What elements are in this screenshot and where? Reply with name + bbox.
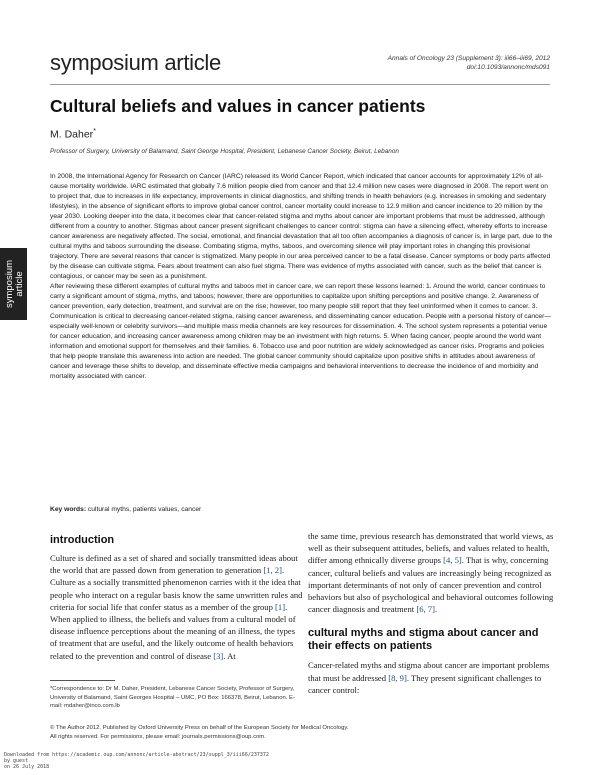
text-segment: . When applied to illness, the beliefs and values from a cultural model of disease influence perceptions about the meaning of an illness, the types of treatment that are useful, and the likely outcome of health behaviors related to the prevention and control of disease: [50, 601, 296, 661]
keywords-label: Key words:: [50, 506, 87, 513]
citation-link[interactable]: [8, 9]: [388, 672, 407, 683]
citation-link[interactable]: [3]: [213, 650, 224, 661]
author-name: M. Daher: [50, 128, 94, 141]
download-user: by guest: [4, 758, 29, 764]
section-tag: symposium article: [50, 50, 221, 75]
text-segment: . They present significant challenges to cancer control:: [308, 672, 542, 695]
abstract-paragraph: After reviewing these different examples of cultural myths and taboos met in cancer care, we can report these lessons learned: 1. Around the world, cancer continues to carry a significant amount of stigma, myths, and taboos; however, there are opportunities to capitalize upon shifting perceptions and positive change. 2. Awareness of cancer prevention, early detection, treatment, and survival are on the rise; however, too many people still report that they feel uninformed when it comes to cancer. 3. Communication is critical to decreasing cancer-related stigma, raising cancer awareness, and disseminating cancer education. People with a personal history of cancer—especially well-known or celebrity survivors—and multiple mass media channels are key resources for dissemination. 4. The school system represents a potential venue for cancer education, and increasing cancer awareness among children may be an investment with high returns. 5. When facing cancer, people around the world want information and emotional support for themselves and their families. 6. Tobacco use and poor nutrition are widely acknowledged as cancer risks. Programs and policies that help people translate this awareness into action are needed. The global cancer community should capitalize upon positive shifts in attitudes about awareness of cancer and leverage these shifts to develop, and disseminate effective media campaigns and behavioral interventions to decrease the incidence of and morbidity and mortality associated with cancer.: [50, 283, 552, 380]
author-line: [50, 128, 96, 141]
section-heading-cultural-myths: cultural myths and stigma about cancer and their effects on patients: [308, 627, 539, 653]
body-right-column: [308, 530, 560, 696]
introduction-paragraph: [50, 552, 304, 662]
text-segment: Culture is defined as a set of shared and socially transmitted ideas about the world that are passed down from generation to generation: [50, 553, 298, 576]
permissions-line: All rights reserved. For permissions, please email: journals.permissions@oup.com.: [50, 733, 266, 740]
side-tab-line: article: [14, 271, 25, 297]
download-date: on 26 July 2018: [4, 764, 50, 770]
abstract-paragraph: In 2008, the International Agency for Research on Cancer (IARC) released its World Cancer Report, which indicated that cancer accounts for approximately 12% of all-cause mortality worldwide. IARC estimated that globally 7.6 million people died from cancer and that 12.4 million new cases were diagnosed in 2008. The report went on to project that, due to increases in life expectancy, improvements in clinical diagnostics, and shifting trends in health behaviors (e.g. increases in smoking and sedentary lifestyles), in the absence of significant efforts to improve global cancer control, cancer mortality could increase to 12.9 million and cancer incidence to 20 million by the year 2030. Looking deeper into the data, it becomes clear that cancer-related stigma and myths about cancer are important problems that must be addressed, although different from a country to another. Stigmas about cancer present significant challenges to cancer control: stigma can have a silencing effect, whereby efforts to increase cancer awareness are negatively affected. The social, emotional, and financial devastation that all too often accompanies a diagnosis of cancer is, in large part, due to the cultural myths and taboos surrounding the disease. Combating stigma, myths, taboos, and overcoming silence will play important roles in changing this provisional trajectory. There are several reasons that cancer is stigmatized. Many people in our area perceived cancer to be a fatal disease. Cancer symptoms or body parts affected by the disease can cultivate stigma. Fears about treatment can also fuel stigma. There was evidence of myths associated with cancer, such as the belief that cancer is contagious, or cancer may be seen as a punishment.: [50, 173, 553, 280]
side-tab-line: symposium: [4, 259, 15, 309]
download-url[interactable]: Downloaded from https://academic.oup.com/annonc/article-abstract/23/suppl_3/iii66/237372: [4, 752, 269, 758]
keywords: [50, 506, 201, 513]
header-divider: [50, 84, 550, 85]
citation-link[interactable]: [1, 2]: [263, 565, 282, 576]
journal-citation-line: Annals of Oncology 23 (Supplement 3): iii66–iii69, 2012: [387, 55, 550, 62]
text-segment: Cancer-related myths and stigma about cancer are important problems that must be addressed: [308, 660, 550, 683]
text-segment: .: [434, 604, 438, 615]
author-affiliation: Professor of Surgery, University of Balamand, Saint George Hospital, President, Lebanese Cancer Society, Beirut, Lebanon: [50, 148, 399, 155]
download-stamp: [4, 752, 269, 770]
text-segment: . Culture as a socially transmitted phenomenon carries with it the idea that people who interact on a regular basis know the same unwritten rules and criteria for social life that confer status as a member of the group: [50, 565, 303, 612]
text-segment: the same time, previous research has demonstrated that world views, as well as their subsequent attitudes, beliefs, and values related to health, differ among ethnically diverse groups: [308, 531, 554, 566]
correspondence-footnote: *Correspondence to: Dr M. Daher, President, Lebanese Cancer Society, Professor of Surgery, University of Balamand, Saint Georges Hospital – UMC, PO Box: 166378, Beirut, Lebanon. E-mail: mdaher@inco.com.lb: [50, 686, 295, 709]
journal-citation: [388, 54, 550, 72]
citation-link[interactable]: [1]: [275, 601, 286, 612]
doi-line[interactable]: doi:10.1093/annonc/mds091: [466, 64, 550, 71]
citation-link[interactable]: [6, 7]: [416, 604, 435, 615]
copyright-notice: [50, 724, 560, 741]
copyright-line: © The Author 2012. Published by Oxford University Press on behalf of the European Society for Medical Oncology.: [50, 725, 349, 731]
keywords-value: cultural myths, patients values, cancer: [87, 506, 202, 513]
continued-paragraph: [308, 530, 560, 615]
text-segment: . At: [223, 650, 236, 661]
footnote-divider: [50, 680, 115, 681]
text-segment: . That is why, concerning cancer, cultural beliefs and values are increasingly being recognized as important determinants of not only of cancer prevention and control behaviors but also of psychological and behavioral outcomes following cancer diagnosis and treatment: [308, 555, 554, 615]
author-footnote-mark[interactable]: *: [93, 128, 96, 135]
side-section-tab: [0, 248, 27, 320]
citation-link[interactable]: [4, 5]: [443, 555, 462, 566]
body-left-column: [50, 534, 304, 662]
abstract: [50, 172, 555, 382]
side-section-tab-label: [3, 248, 30, 320]
section-heading-introduction: introduction: [50, 534, 115, 546]
myths-paragraph: [308, 659, 560, 696]
article-title: Cultural beliefs and values in cancer patients: [50, 96, 426, 116]
